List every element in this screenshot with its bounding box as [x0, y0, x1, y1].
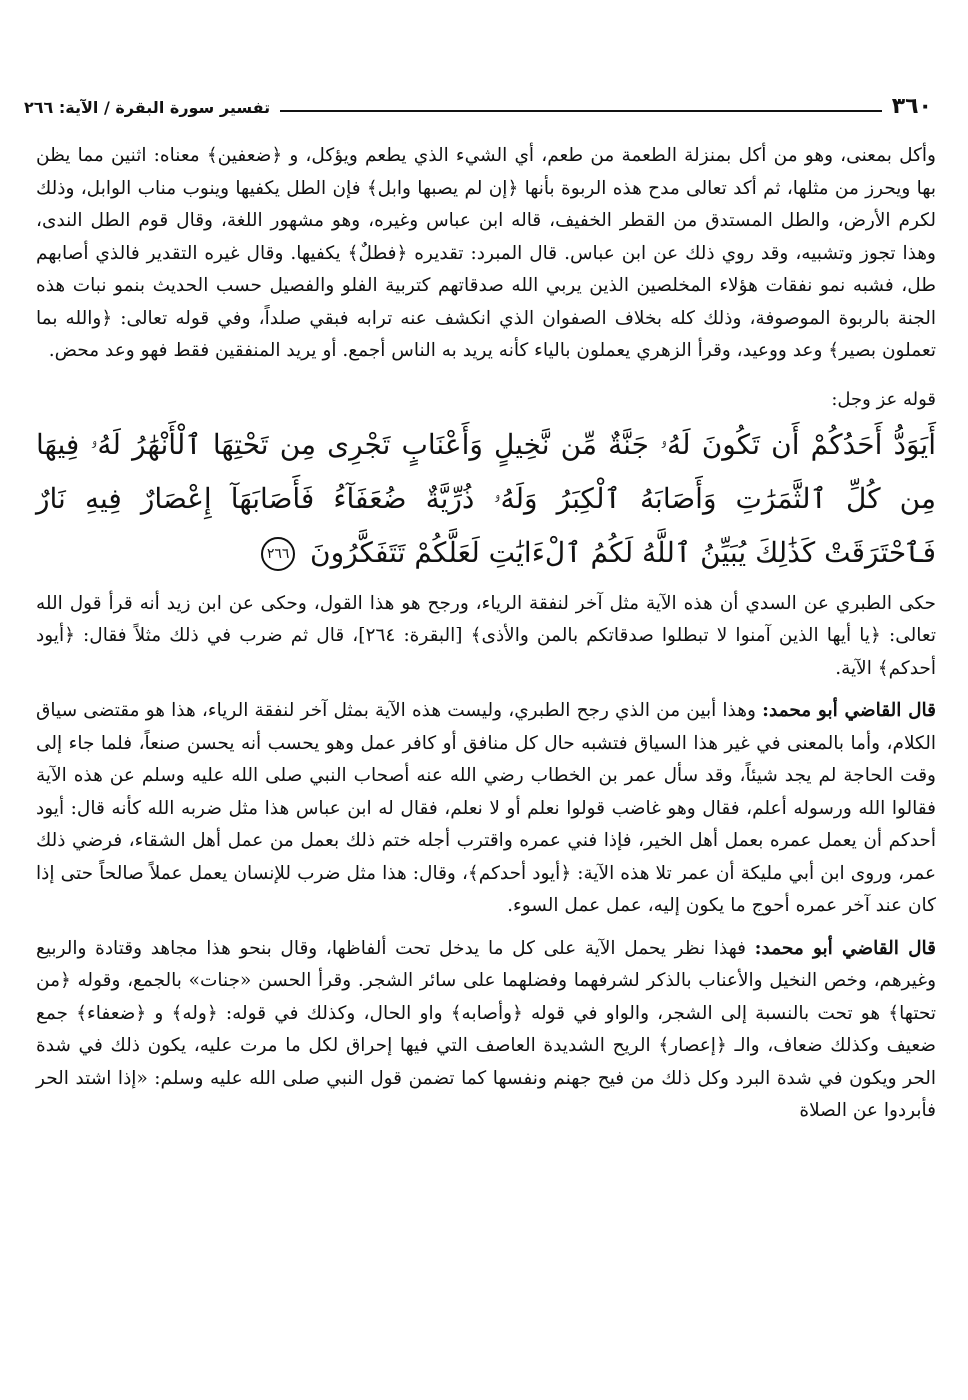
quran-verse-text: أَيَوَدُّ أَحَدُكُمْ أَن تَكُونَ لَهُۥ جَنَّةٌ مِّن نَّخِيلٍ وَأَعْنَابٍ تَجْرِى مِن تَحْتِهَا ٱلْأَنْهَٰرُ لَهُۥ فِيهَا مِن كُلِّ ٱلثَّمَرَٰتِ وَأَصَابَهُ ٱلْكِبَرُ وَلَهُۥ ذُرِّيَّةٌ ضُعَفَآءُ فَأَصَابَهَآ إِعْصَارٌ فِيهِ نَارٌ فَٱحْتَرَقَتْ كَذَٰلِكَ يُبَيِّنُ ٱللَّهُ لَكُمُ ٱلْءَايَٰتِ لَعَلَّكُمْ تَتَفَكَّرُونَ — [36, 427, 936, 569]
paragraph-gap — [36, 923, 936, 933]
header-rule — [280, 110, 882, 112]
page-body — [36, 140, 936, 1128]
speaker-lead: قال القاضي أبو محمد: — [754, 937, 937, 959]
paragraph-commentary-3 — [36, 695, 936, 923]
paragraph-commentary-1: وأكل بمعنى، وهو من أكل بمنزلة الطعمة من طعم، أي الشيء الذي يطعم ويؤكل، و ﴿ضعفين﴾ معناه: اثنين مما يظن بها ويحرز من مثلها، ثم أكد تعالى مدح هذه الربوة بأنها ﴿إن لم يصبها وابل﴾ فإن الطل يكفيها وينوب مناب الوابل، وذلك لكرم الأرض، والطل المستدق من القطر الخفيف، قاله ابن عباس وغيره، وهو مشهور اللغة، وقال قوم الطل الندى، وهذا تجوز وتشبيه، وقد روي ذلك عن ابن عباس. قال المبرد: تقديره ﴿فطلٌ﴾ يكفيها. وقال غيره التقدير فالذي أصابهم طل، فشبه نمو نفقات هؤلاء المخلصين الذين يربي الله صدقاتهم كتربية الفلو والفصيل حسب الحديث بنمو نبات هذه الجنة بالربوة الموصوفة، وذلك كله بخلاف الصفوان الذي انكشف عنه ترابه فبقي صلداً، وفي قوله تعالى: ﴿والله بما تعملون بصير﴾ وعد ووعيد، وقرأ الزهري يعملون بالياء كأنه يريد به الناس أجمع. أو يريد المنفقين فقط فهو وعد محض. — [36, 145, 936, 361]
paragraph-commentary-2: حكى الطبري عن السدي أن هذه الآية مثل آخر لنفقة الرياء، ورجح هو هذا القول، وحكى عن ابن زيد أنه قرأ قول الله تعالى: ﴿يا أيها الذين آمنوا لا تبطلوا صدقاتكم بالمن والأذى﴾ [البقرة: ٢٦٤]، قال ثم ضرب في ذلك مثلاً فقال: ﴿أيود أحدكم﴾ الآية. — [36, 592, 937, 679]
paragraph-gap — [36, 685, 936, 695]
running-title: تفسير سورة البقرة / الآية: ٢٦٦ — [24, 98, 271, 117]
quran-verse — [36, 418, 936, 580]
verse-intro: قوله عز وجل: — [831, 388, 936, 410]
paragraph-commentary-4 — [36, 933, 936, 1128]
ayah-number-marker: ٢٦٦ — [261, 537, 295, 571]
speaker-lead: قال القاضي أبو محمد: — [762, 700, 936, 721]
paragraph-text: وهذا أبين من الذي رجح الطبري، وليست هذه الآية بمثل آخر لنفقة الرياء، هذا هو مقتضى سياق الكلام، وأما بالمعنى في غير هذا السياق فتشبه حال كل منافق أو كافر عمل وهو يحسب أنه يحسن صنعاً، فلما جاء إلى وقت الحاجة لم يجد شيئاً، وقد سأل عمر بن الخطاب رضي الله عنه أصحاب النبي صلى الله عليه وسلم عن هذه الآية فقالوا الله ورسوله أعلم، فقال وهو غاضب قولوا نعلم أو لا نعلم، فقال له ابن عباس هذا مثل ضربه الله كأنه قال: أيود أحدكم أن يعمل عمره بعمل أهل الخير، فإذا فني عمره واقترب أجله ختم ذلك بعمل من عمل أهل الشقاء، فرضي ذلك عمر، وروى ابن أبي مليكة أن عمر تلا هذه الآية: ﴿أيود أحدكم﴾، وقال: هذا مثل ضرب للإنسان يعمل عملاً صالحاً حتى إذا كان عند آخر عمره أحوج ما يكون إليه، عمل عمل السوء. — [36, 700, 936, 916]
page-header — [24, 82, 932, 118]
page-number: ٣٦٠ — [891, 94, 932, 119]
paragraph-text: فهذا نظر يحمل الآية على كل ما يدخل تحت ألفاظها، وقال بنحو هذا مجاهد وقتادة والربيع وغيرهم، وخص النخيل والأعناب بالذكر لشرفهما وفضلهما على سائر الشجر. وقرأ الحسن «جنات» بالجمع، وقوله ﴿من تحتها﴾ هو تحت بالنسبة إلى الشجر، والواو في قوله ﴿وأصابه﴾ واو الحال، وكذلك في قوله: ﴿وله﴾ و ﴿ضعفاء﴾ جمع ضعيف وكذلك ضعاف، والـ ﴿إعصار﴾ الريح الشديدة العاصف التي فيها إحراق لكل ما مرت عليه، يكون ذلك في شدة الحر ويكون في شدة البرد وكل ذلك من فيح جهنم ونفسها كما تضمن قول النبي صلى الله عليه وسلم: «إذا اشتد الحر فأبردوا عن الصلاة — [36, 937, 936, 1121]
